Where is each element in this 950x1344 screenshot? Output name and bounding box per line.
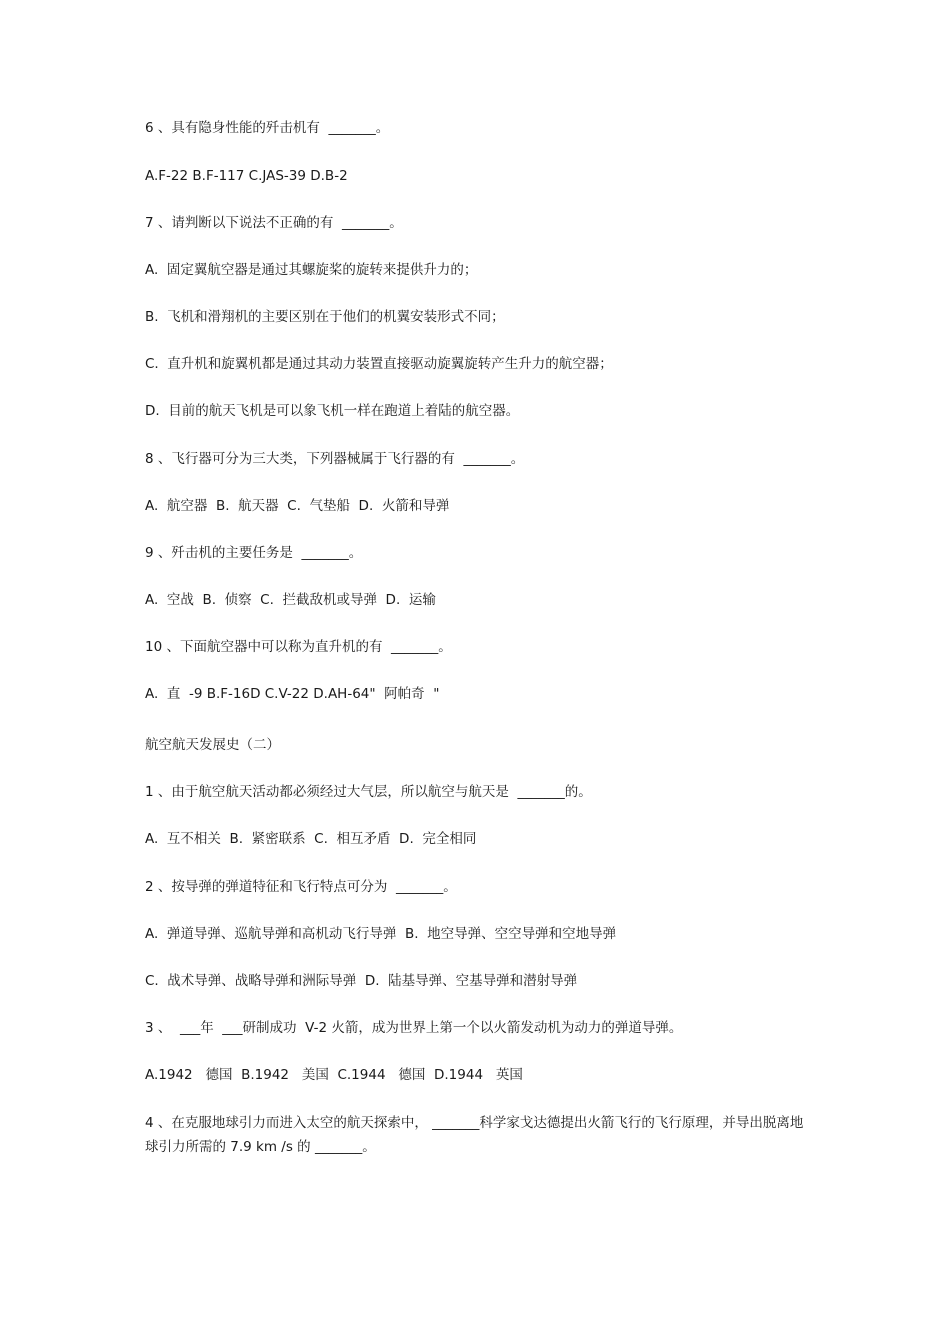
question-1-options: A. 互不相关 B. 紧密联系 C. 相互矛盾 D. 完全相同 [145, 831, 477, 847]
question-7-option-d: D. 目前的航天飞机是可以象飞机一样在跑道上着陆的航空器。 [145, 403, 520, 419]
question-3-options: A.1942 德国 B.1942 美国 C.1944 德国 D.1944 英国 [145, 1067, 523, 1083]
question-6-options: A.F-22 B.F-117 C.JAS-39 D.B-2 [145, 168, 348, 184]
question-10: 10 、下面航空器中可以称为直升机的有 _______。 [145, 639, 452, 655]
question-6: 6 、具有隐身性能的歼击机有 _______。 [145, 120, 390, 136]
question-1: 1 、由于航空航天活动都必须经过大气层，所以航空与航天是 _______的。 [145, 784, 592, 800]
question-7: 7 、请判断以下说法不正确的有 _______。 [145, 215, 403, 231]
question-2: 2 、按导弹的弹道特征和飞行特点可分为 _______。 [145, 879, 457, 895]
question-8: 8 、飞行器可分为三大类，下列器械属于飞行器的有 _______。 [145, 451, 525, 467]
question-2-options-cd: C. 战术导弹、战略导弹和洲际导弹 D. 陆基导弹、空基导弹和潜射导弹 [145, 973, 578, 989]
question-7-option-b: B. 飞机和滑翔机的主要区别在于他们的机翼安装形式不同； [145, 309, 505, 325]
question-7-option-a: A. 固定翼航空器是通过其螺旋桨的旋转来提供升力的； [145, 262, 478, 278]
question-2-options-ab: A. 弹道导弹、巡航导弹和高机动飞行导弹 B. 地空导弹、空空导弹和空地导弹 [145, 926, 617, 942]
section-heading: 航空航天发展史（二） [145, 737, 280, 753]
question-9-options: A. 空战 B. 侦察 C. 拦截敌机或导弹 D. 运输 [145, 592, 436, 608]
question-8-options: A. 航空器 B. 航天器 C. 气垫船 D. 火箭和导弹 [145, 498, 450, 514]
question-3: 3 、 ___年 ___研制成功 V-2 火箭，成为世界上第一个以火箭发动机为动力的弹道导弹。 [145, 1020, 683, 1036]
question-10-options: A. 直 -9 B.F-16D C.V-22 D.AH-64" 阿帕奇 " [145, 686, 440, 702]
question-9: 9 、歼击机的主要任务是 _______。 [145, 545, 363, 561]
question-4: 4 、在克服地球引力而进入太空的航天探索中， _______科学家戈达德提出火箭飞行的飞行原理，并导出脱离地球引力所需的 7.9 km /s 的 _______。 [145, 1115, 804, 1155]
question-7-option-c: C. 直升机和旋翼机都是通过其动力装置直接驱动旋翼旋转产生升力的航空器； [145, 356, 613, 372]
document-page [145, 0, 815, 1344]
